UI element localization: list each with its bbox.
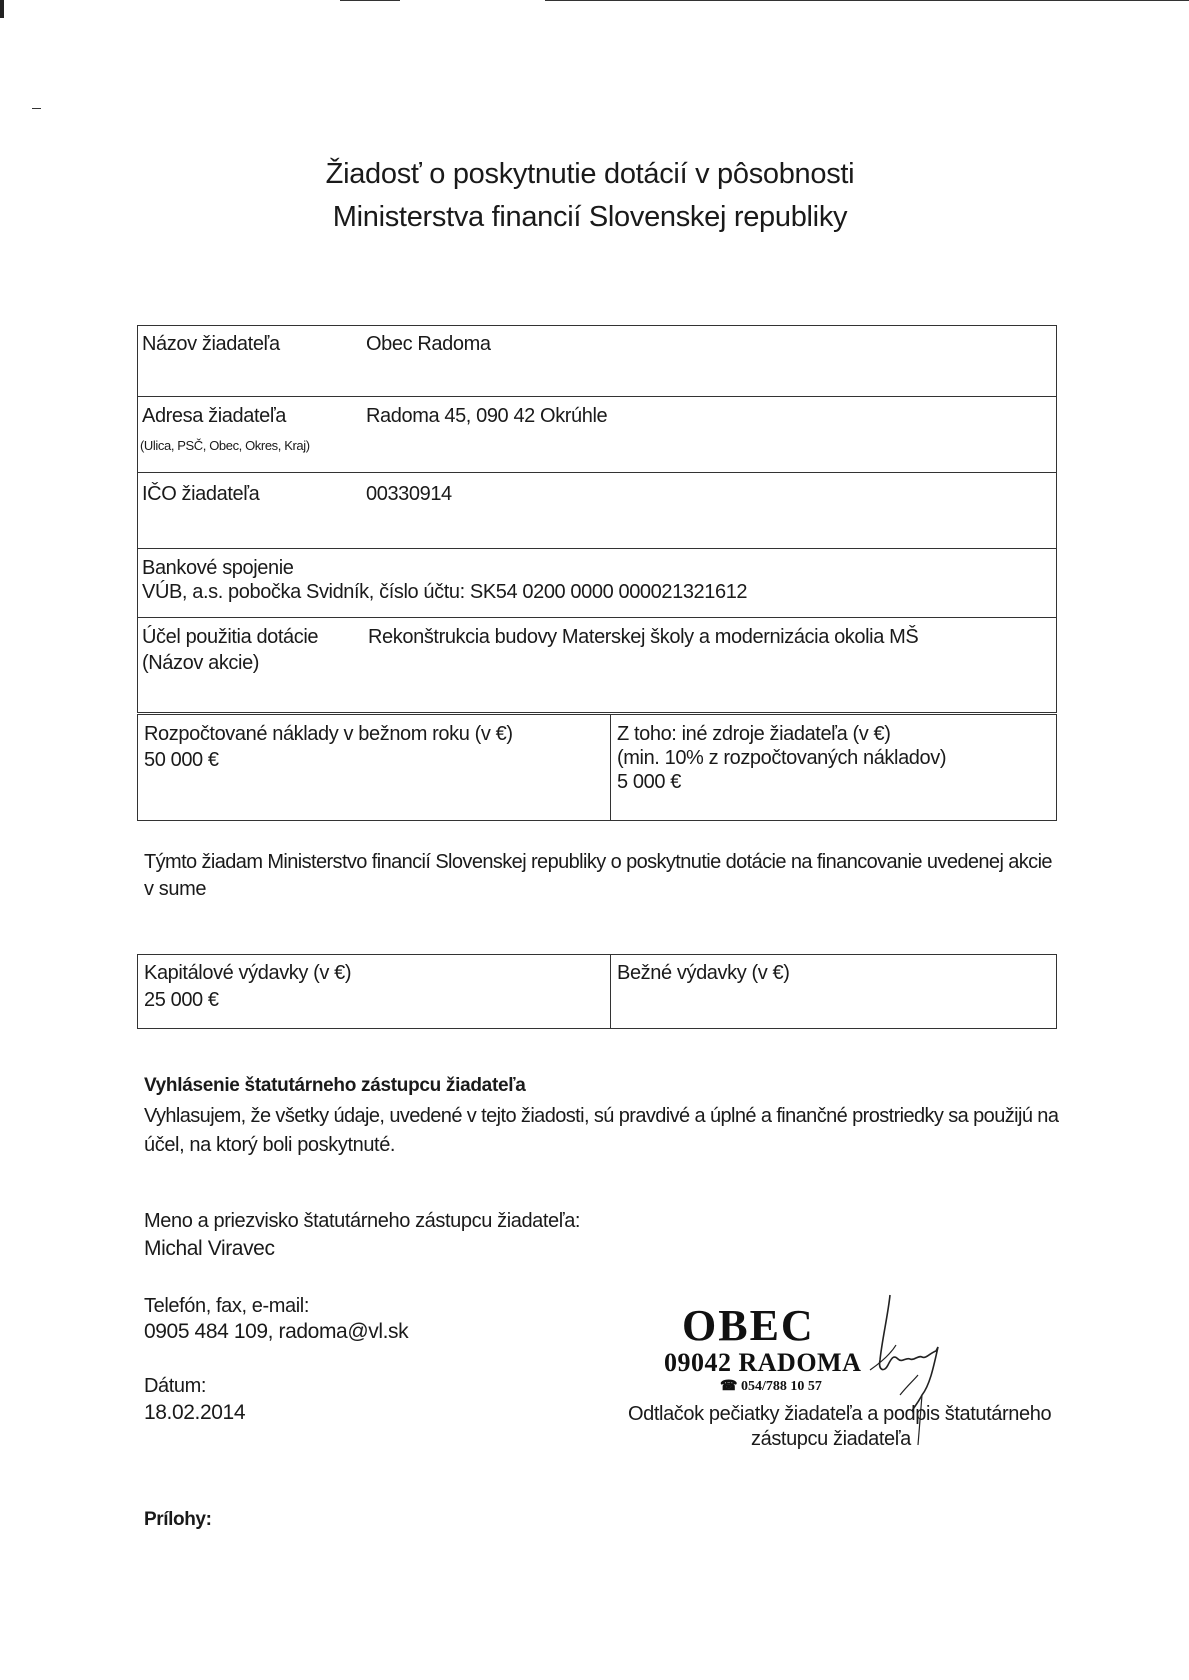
other-sources-note: (min. 10% z rozpočtovaných nákladov) [617,747,947,769]
applicant-address-value: Radoma 45, 090 42 Okrúhle [366,405,608,427]
applicant-name-label: Názov žiadateľa [142,333,280,355]
document-title-line2: Ministerstva financií Slovenskej republiky [332,201,848,233]
capital-expenses-value: 25 000 € [144,989,219,1011]
attachments-label: Prílohy: [144,1509,212,1530]
date-value: 18.02.2014 [144,1401,246,1424]
declaration-line2: účel, na ktorý boli poskytnuté. [144,1134,396,1156]
stamp-obec: OBEC [682,1301,815,1350]
stamp-caption-line1: Odtlačok pečiatky žiadateľa a podpis štatutárneho [628,1403,1052,1425]
bank-label: Bankové spojenie [142,557,294,579]
applicant-ico-label: IČO žiadateľa [142,483,260,505]
contact-label: Telefón, fax, e-mail: [144,1295,310,1317]
scan-edge-mark [0,0,4,18]
stamp-radoma: 09042 RADOMA [664,1348,862,1377]
scan-top-line [545,0,1189,1]
date-label: Dátum: [144,1375,207,1397]
document-title-line1: Žiadosť o poskytnutie dotácií v pôsobnosti [325,158,855,190]
other-sources-label: Z toho: iné zdroje žiadateľa (v €) [617,723,891,745]
purpose-value: Rekonštrukcia budovy Materskej školy a modernizácia okolia MŠ [368,626,919,648]
request-text-line2: v sume [144,878,207,900]
stamp-phone: ☎ 054/788 10 57 [720,1379,822,1394]
purpose-label: Účel použitia dotácie [142,626,319,648]
declaration-heading: Vyhlásenie štatutárneho zástupcu žiadateľa [144,1075,526,1096]
request-text-line1: Týmto žiadam Ministerstvo financií Slovenskej republiky o poskytnutie dotácie na financovanie uvedenej akcie [144,851,1052,873]
scan-top-line [340,0,400,1]
stamp-caption-line2: zástupcu žiadateľa [751,1428,911,1450]
applicant-address-hint: (Ulica, PSČ, Obec, Okres, Kraj) [140,438,310,453]
contact-value: 0905 484 109, radoma@vl.sk [144,1320,409,1343]
current-expenses-label: Bežné výdavky (v €) [617,962,790,984]
representative-name-label: Meno a priezvisko štatutárneho zástupcu žiadateľa: [144,1210,581,1232]
budgeted-costs-value: 50 000 € [144,749,219,771]
representative-name-value: Michal Viravec [144,1237,275,1260]
applicant-name-value: Obec Radoma [366,333,491,355]
bank-value: VÚB, a.s. pobočka Svidník, číslo účtu: SK54 0200 0000 000021321612 [142,581,748,603]
budgeted-costs-label: Rozpočtované náklady v bežnom roku (v €) [144,723,513,745]
applicant-address-label: Adresa žiadateľa [142,405,286,427]
capital-expenses-label: Kapitálové výdavky (v €) [144,962,352,984]
applicant-ico-value: 00330914 [366,483,452,505]
declaration-line1: Vyhlasujem, že všetky údaje, uvedené v tejto žiadosti, sú pravdivé a úplné a finančné prostriedky sa použijú na [144,1105,1059,1127]
purpose-sublabel: (Názov akcie) [142,652,260,674]
scan-dash [32,108,41,109]
other-sources-value: 5 000 € [617,771,681,793]
